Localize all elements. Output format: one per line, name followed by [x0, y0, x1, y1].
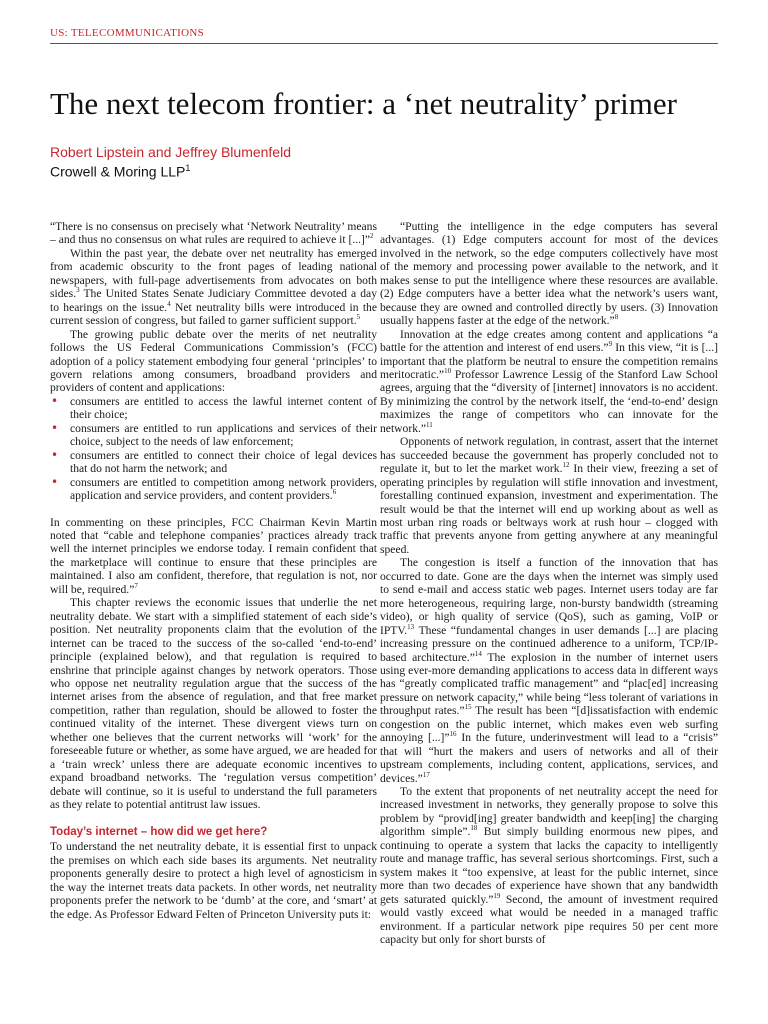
affiliation-name: Crowell & Moring LLP — [50, 163, 186, 180]
paragraph — [50, 516, 377, 597]
paragraph-text: To the extent that proponents of net neutrality accept the need for increased investment in networks, they generally propose to solve this problem by “provid[ing] greater bandwidth and keep[ing] the charging algorithm simple”. — [380, 785, 718, 839]
footnote-ref: 7 — [134, 581, 138, 590]
footnote-ref: 16 — [449, 730, 457, 739]
paragraph-text: The United States Senate Judiciary Committee devoted a day to hearings on the issue. — [50, 287, 377, 314]
footnote-ref: 12 — [562, 461, 570, 470]
list-item: • consumers are entitled to connect their choice of legal devices that do not harm the network; and — [50, 449, 377, 476]
authors: Robert Lipstein and Jeffrey Blumenfeld — [50, 144, 291, 160]
footnote-ref: 4 — [167, 299, 171, 308]
paragraph-text: Within the past year, the debate over net neutrality has emerged from academic obscurity to the front pages of leading national newspapers, with full-page advertisements from advocates on both sides. — [50, 246, 377, 301]
list-item: • consumers are entitled to access the lawful internet content of their choice; — [50, 395, 377, 422]
paragraph-text: Professor Lawrence Lessig of the Stanford Law School agrees, arguing that the “diversity of [internet] innovators is no accident. By minimizing the control by the network itself, the ‘end-to-end’ design maximizes the range of competitors who can innovate for the network.” — [380, 367, 718, 435]
block-quote — [380, 220, 718, 328]
principles-list — [50, 395, 377, 503]
paragraph-text: In commenting on these principles, FCC Chairman Kevin Martin noted that “cable and telephone companies’ practices already track well the internet principles we endorse today. I remain confident that the marketplace will continue to ensure that these principles are maintained. I also am confident, therefore, that regulation is not, nor will be, required.” — [50, 515, 377, 596]
paragraph-text: Innovation at the edge creates among content and applications “a battle for the attention and interest of end users.” — [380, 327, 718, 355]
footnote-ref: 2 — [370, 232, 374, 241]
paragraph-text: “There is no consensus on precisely what ‘Network Neutrality’ means – and thus no consensus on what rules are required to achieve it [...]” — [50, 220, 377, 247]
paragraph-text: The congestion is itself a function of the innovation that has occurred to date. Gone are the days when the internet was simply used to send e-mail and access static web pages. Internet users today are far more heterogeneous, requiring large, non-bursty bandwidth (streaming video), or high quality of service (QoS), such as gaming, VoIP or IPTV. — [380, 556, 718, 637]
section-label: US: TELECOMMUNICATIONS — [50, 27, 204, 39]
footnote-ref: 3 — [76, 286, 80, 295]
paragraph — [50, 247, 377, 328]
footnote-ref: 18 — [470, 824, 478, 833]
left-column — [50, 220, 377, 921]
paragraph-text: Opponents of network regulation, in contrast, assert that the internet has succeeded because the government has properly concluded not to regulate it, but to let the market work. — [380, 435, 718, 476]
paragraph-text: The result has been “[d]issatisfaction with endemic congestion on the public internet, which makes even web surfing annoying [...]” — [380, 704, 718, 745]
footnote-ref: 13 — [407, 622, 415, 631]
paragraph — [380, 328, 718, 436]
paragraph-text: In this view, “it is [...] important that the platform be neutral to ensure the competition remains meritocratic.” — [380, 341, 718, 381]
list-item: • consumers are entitled to run applications and services of their choice, subject to the needs of law enforcement; — [50, 422, 377, 449]
footnote-ref: 9 — [608, 340, 613, 349]
footnote-ref: 8 — [614, 313, 619, 322]
footnote-ref: 6 — [332, 488, 337, 497]
list-item — [50, 476, 377, 503]
paragraph — [380, 435, 718, 556]
page-title: The next telecom frontier: a ‘net neutrality’ primer — [50, 86, 677, 121]
paragraph-text: But simply building enormous new pipes, and continuing to operate a system that lacks the capacity to intelligently route and manage traffic, has several serious shortcomings. First, such a system makes it “too expensive, at least for the public internet, since more than two decades of experience have shown that any bandwidth gets saturated quickly.” — [380, 825, 719, 906]
paragraph-text: Second, the amount of investment required would vastly exceed what would be needed in a managed traffic environment. If a particular network pipe requires 50 per cent more capacity but only for short bursts of — [380, 892, 718, 947]
footnote-ref: 11 — [426, 420, 433, 429]
affiliation — [50, 163, 190, 180]
paragraph-text: These “fundamental changes in user demands [...] are placing increasing pressure on the continued adherence to a uniform, TCP/IP-based architecture.” — [380, 623, 718, 664]
paragraph-text: “Putting the intelligence in the edge computers has several advantages. (1) Edge computers account for most of the devices involved in the network, so the edge computers collectively have most of the memory and processing power available to the network, and it makes sense to put the intelligence where these resources are available. (2) Edge computers have a better idea what the network’s users want, because they are owned and controlled directly by users. (3) Innovation usually happens faster at the edge of the network.” — [380, 220, 718, 328]
paragraph-text: In their view, freezing a set of operating principles by regulation will stifle innovation and investment, forestalling continued expansion, investment and experimentation. The result would be that the internet will end up working about as well as most urban ring roads or beltways work at rush hour – clogged with traffic that prevents anyone from getting anywhere at any meaningful speed. — [380, 462, 718, 556]
header-rule — [50, 43, 718, 44]
paragraph — [380, 785, 718, 946]
paragraph: This chapter reviews the economic issues that underlie the net neutrality debate. We start with a simplified statement of each side’s position. Net neutrality proponents claim that the evolution of the internet can be traced to the success of the so-called ‘end-to-end’ principle (explained below), and that regulation is required to enshrine that principle against changes by network operators. Those who oppose net neutrality regulation argue that the success of the internet arises from the absence of regulation, and that free market competition, rather than regulation, should be allowed to foster the continued vitality of the internet. These divergent views turn on whether one believes that the current networks will ‘work’ for the foreseeable future or whether, as some have argued, we are headed for a ‘train wreck’ unless there are adequate economic incentives to expand broadband networks. The ‘regulation versus competition’ debate will continue, so it is useful to understand the full parameters as they relate to potential antitrust law issues. — [50, 596, 377, 812]
paragraph: To understand the net neutrality debate, it is essential first to unpack the premises on which each side bases its arguments. Net neutrality proponents generally desire to protect a high level of agnosticism in the way the internet treats data packets. In other words, net neutrality proponents prefer the network to be ‘dumb’ at the core, and ‘smart’ at the edge. As Professor Edward Felten of Princeton University puts it: — [50, 840, 377, 921]
footnote-ref: 17 — [422, 770, 430, 779]
section-heading: Today’s internet – how did we get here? — [50, 826, 268, 839]
paragraph — [380, 556, 718, 785]
paragraph: The growing public debate over the merits of net neutrality follows the US Federal Communications Commission’s (FCC) adoption of a policy statement embodying four general ‘principles’ to govern relations among consumers, broadband providers and providers of content and applications: — [50, 327, 377, 395]
footnote-ref: 1 — [185, 163, 191, 173]
footnote-ref: 10 — [444, 367, 452, 376]
paragraph — [50, 220, 377, 247]
right-column — [380, 220, 718, 946]
footnote-ref: 5 — [356, 313, 361, 322]
footnote-ref: 19 — [493, 891, 501, 900]
list-item-text: consumers are entitled to competition among network providers, application and service providers, and content providers. — [70, 475, 377, 503]
paragraph-text: Net neutrality bills were introduced in the current session of congress, but failed to garner sufficient support. — [50, 300, 377, 328]
paragraph-text: The explosion in the number of internet users using ever-more demanding applications to access data in different ways has “greatly complicated traffic management” and “plac[ed] increasing pressure on network capacity,” while being “less tolerant of variations in throughput rates.” — [380, 650, 718, 718]
footnote-ref: 15 — [464, 703, 472, 712]
footnote-ref: 14 — [474, 649, 482, 658]
paragraph-text: In the future, underinvestment will lead to a “crisis” that will “hurt the makers and users of networks and all of their upstream complements, including content, applications, services, and devices.” — [380, 731, 718, 785]
